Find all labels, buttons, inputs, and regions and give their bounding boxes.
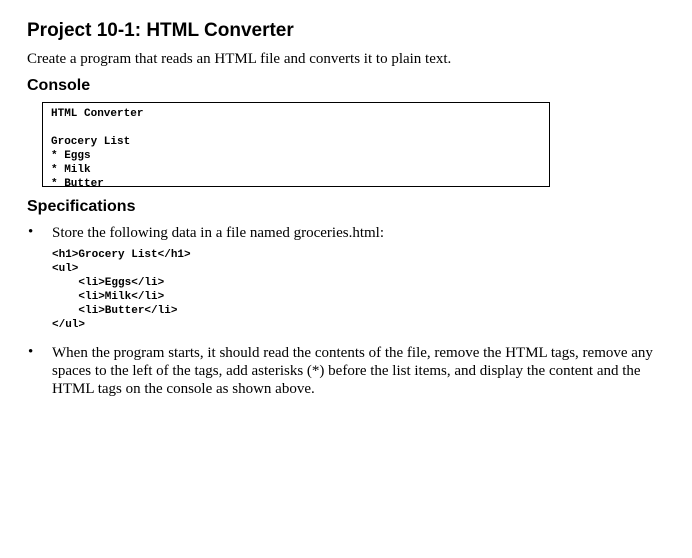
code-line: <li>Butter</li> <box>52 305 178 317</box>
console-line: HTML Converter <box>51 108 144 120</box>
page-title: Project 10-1: HTML Converter <box>27 20 294 41</box>
document-page <box>27 20 667 398</box>
console-line: * Butter <box>51 178 104 190</box>
code-line: <h1>Grocery List</h1> <box>52 249 191 261</box>
spec-item-program-behavior <box>27 344 667 398</box>
spec-item-text: Store the following data in a file named groceries.html: <box>52 225 384 241</box>
console-line: * Eggs <box>51 150 91 162</box>
console-line: Grocery List <box>51 136 131 148</box>
code-block-groceries-html <box>52 248 667 332</box>
spec-item-store-data <box>27 224 667 332</box>
console-heading: Console <box>27 77 91 94</box>
console-output-box <box>42 102 550 190</box>
code-line: <li>Eggs</li> <box>52 277 165 289</box>
specifications-list <box>27 224 667 398</box>
code-line: </ul> <box>52 319 86 331</box>
spec-item-text: When the program starts, it should read the contents of the file, remove the HTML tags, remove any spaces to the left of the tags, add asterisks (*) before the list items, and display the content and the HTML tags on the console as shown above. <box>52 345 653 397</box>
console-line: * Milk <box>51 164 91 176</box>
specifications-heading: Specifications <box>27 198 136 215</box>
code-line: <ul> <box>52 263 79 275</box>
code-line: <li>Milk</li> <box>52 291 165 303</box>
bullet-icon: • <box>28 224 34 240</box>
intro-text: Create a program that reads an HTML file and converts it to plain text. <box>27 51 452 67</box>
bullet-icon: • <box>28 344 34 360</box>
console-line <box>51 121 549 135</box>
